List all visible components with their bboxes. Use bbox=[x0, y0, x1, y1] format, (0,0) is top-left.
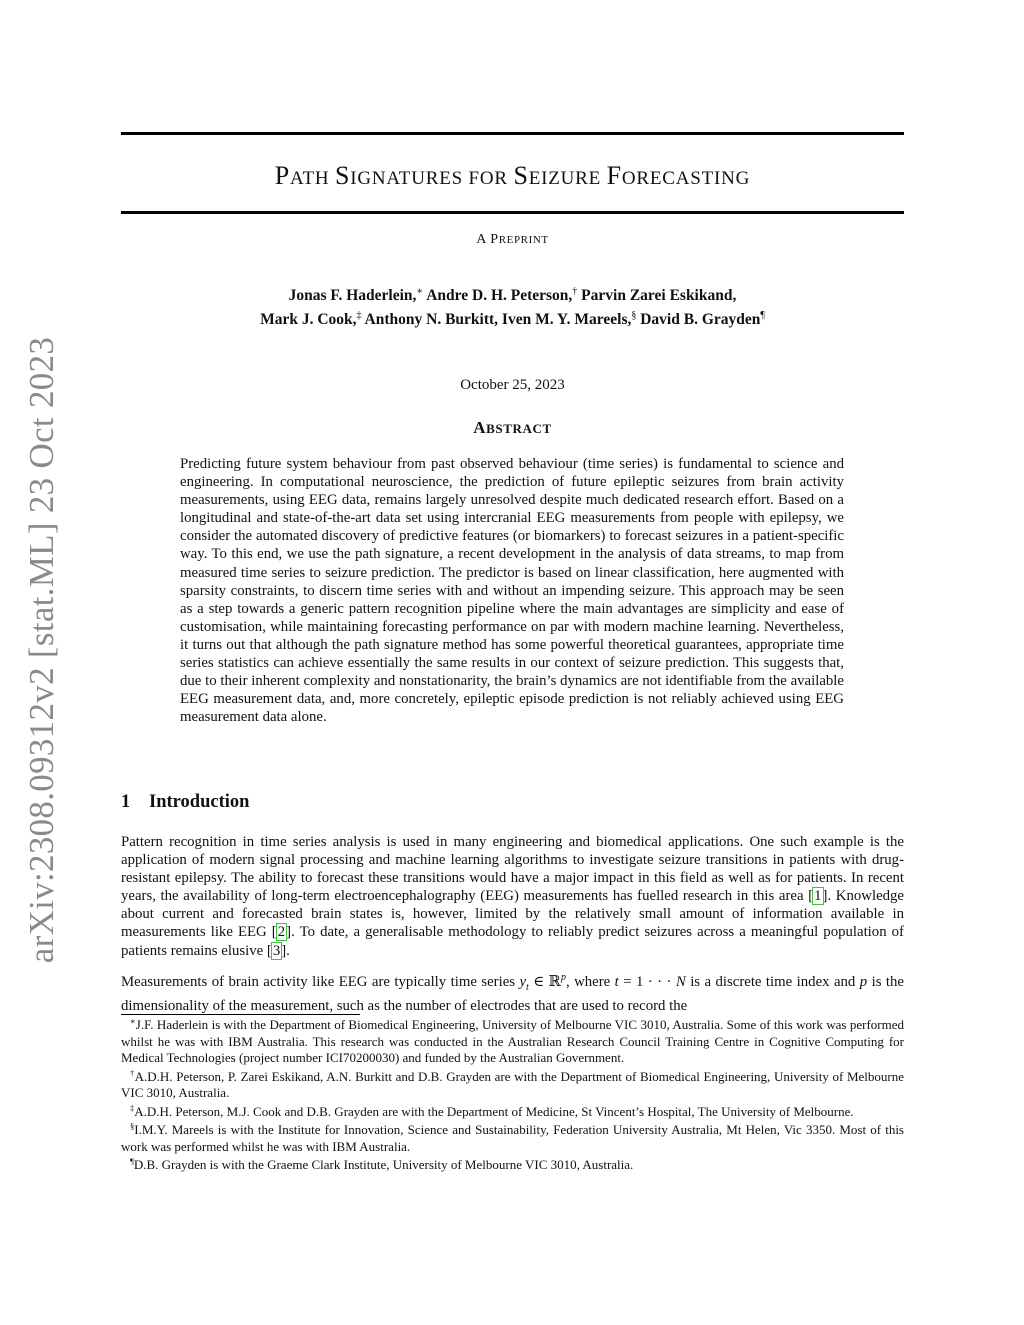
author-line-1: Jonas F. Haderlein,∗ Andre D. H. Peterson,† Parvin Zarei Eskikand, bbox=[288, 286, 737, 304]
preprint-label: A PREPRINT bbox=[476, 232, 549, 247]
section-title: Introduction bbox=[149, 792, 250, 812]
footnote-4: §I.M.Y. Mareels is with the Institute for Innovation, Science and Sustainability, Federation University Australia, Mt Helen, Vic 3350. Most of this work was performed whilst he was with IBM Australia. bbox=[121, 1121, 904, 1154]
publication-date: October 25, 2023 bbox=[460, 377, 565, 393]
footnote-5: ¶D.B. Grayden is with the Graeme Clark Institute, University of Melbourne VIC 3010, Australia. bbox=[130, 1156, 634, 1172]
intro-paragraph-2: Measurements of brain activity like EEG are typically time series $y_t$ ∈ ℝ$^p$, where t = 1 · · · N is a discrete time index and p is the dimensionality of the measurement, such as the number of electrodes that are used to record the bbox=[121, 972, 904, 1014]
author-list bbox=[121, 284, 904, 332]
citation-link[interactable]: 1 bbox=[814, 888, 822, 905]
footnote-1: ∗J.F. Haderlein is with the Department of Biomedical Engineering, University of Melbourne VIC 3010, Australia. Some of this work was performed whilst he was with IBM Australia. This research was conducted in the Australian Research Council Training Centre in Cognitive Computing for Medical Technologies (project number ICI70200030) and funded by the Australian Government. bbox=[121, 1016, 904, 1065]
author-line-2: Mark J. Cook,‡ Anthony N. Burkitt, Iven M. Y. Mareels,§ David B. Grayden¶ bbox=[260, 310, 765, 328]
footnote-3: ‡A.D.H. Peterson, M.J. Cook and D.B. Grayden are with the Department of Medicine, St Vincent’s Hospital, The University of Melbourne. bbox=[130, 1102, 854, 1119]
title-rule-bottom bbox=[121, 211, 904, 214]
title-rule-top bbox=[121, 132, 904, 135]
section-number: 1 bbox=[121, 792, 131, 812]
intro-paragraph-1: Pattern recognition in time series analysis is used in many engineering and biomedical applications. One such example is the application of modern signal processing and machine learning algorithms to investigate seizure transitions in patients with drug-resistant epilepsy. The ability to forecast these transitions would have a major impact in this field as well as for patients. In recent years, the availability of long-term electroencephalography (EEG) measurements has fuelled research in this area [1]. Knowledge about current and forecasted brain states is, however, limited by the relatively small amount of information available in measurements like EEG [2]. To date, a generalisable methodology to reliably predict seizures across a meaningful population of patients remains elusive [3]. bbox=[121, 834, 904, 959]
footnote-separator bbox=[121, 1014, 360, 1015]
arxiv-identifier: arXiv:2308.09312v2 [stat.ML] 23 Oct 2023 bbox=[22, 336, 61, 964]
footnote-2: †A.D.H. Peterson, P. Zarei Eskikand, A.N. Burkitt and D.B. Grayden are with the Department of Biomedical Engineering, University of Melbourne VIC 3010, Australia. bbox=[121, 1067, 905, 1100]
abstract-heading: ABSTRACT bbox=[473, 418, 552, 437]
abstract-text: Predicting future system behaviour from past observed behaviour (time series) is fundamental to science and engineering. In computational neuroscience, the prediction of future epileptic seizures from brain activity measurements, using EEG data, remains largely unresolved despite much dedicated research effort. Based on a longitudinal and state-of-the-art data set using intercranial EEG measurements from people with epilepsy, we consider the automated discovery of predictive features (or biomarkers) to forecast seizures in a patient-specific way. To this end, we use the path signature, a recent development in the analysis of data streams, to map from measured time series to seizure prediction. The predictor is based on linear classification, here augmented with sparsity constraints, to discern time series with and without an impending seizure. This approach may be seen as a step towards a generic pattern recognition pipeline where the main advantages are simplicity and ease of customisation, while maintaining forecasting performance on par with modern machine learning. Nevertheless, it turns out that although the path signature method has some powerful theoretical guarantees, appropriate time series statistics can achieve essentially the same results in our context of seizure prediction. This suggests that, due to their inherent complexity and nonstationarity, the brain’s dynamics are not identifiable from the available EEG measurement data, and, more concretely, epileptic episode prediction is not reliably achieved using EEG measurement data alone. bbox=[180, 456, 844, 726]
citation-link[interactable]: 2 bbox=[277, 924, 286, 941]
footnotes bbox=[121, 1017, 904, 1176]
citation-link[interactable]: 3 bbox=[272, 942, 281, 959]
section-heading-introduction bbox=[121, 790, 904, 814]
paper-title: PATH SIGNATURES FOR SEIZURE FORECASTING bbox=[274, 161, 751, 190]
arxiv-side-stamp bbox=[12, 336, 72, 964]
